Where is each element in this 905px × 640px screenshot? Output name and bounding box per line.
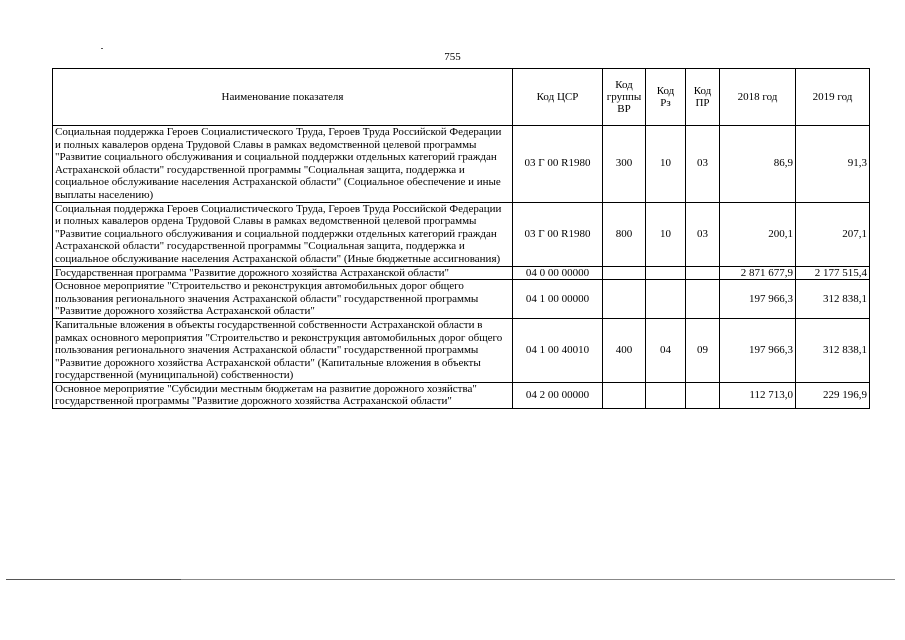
row-rz: 04 (646, 318, 686, 382)
row-rz: 10 (646, 202, 686, 266)
table-row (53, 202, 870, 266)
row-2018: 112 713,0 (720, 382, 796, 408)
row-rz: 10 (646, 126, 686, 203)
row-2019: 207,1 (796, 202, 870, 266)
table-row (53, 318, 870, 382)
row-vr: 300 (603, 126, 646, 203)
header-csr: Код ЦСР (513, 69, 603, 126)
row-vr (603, 382, 646, 408)
row-2019: 312 838,1 (796, 318, 870, 382)
row-name: Основное мероприятие "Субсидии местным бюджетам на развитие дорожного хозяйства" государственной программы "Развитие дорожного хозяйства Астраханской области" (53, 382, 513, 408)
row-vr (603, 280, 646, 319)
row-pr: 03 (686, 126, 720, 203)
table-row (53, 126, 870, 203)
row-2018: 200,1 (720, 202, 796, 266)
row-2018: 197 966,3 (720, 280, 796, 319)
row-2018: 197 966,3 (720, 318, 796, 382)
page-number: 755 (444, 51, 461, 63)
row-pr: 03 (686, 202, 720, 266)
page-edge-line-left (6, 579, 181, 580)
row-rz (646, 280, 686, 319)
row-csr: 03 Г 00 R1980 (513, 126, 603, 203)
row-2019: 2 177 515,4 (796, 266, 870, 280)
row-name: Социальная поддержка Героев Социалистического Труда, Героев Труда Российской Федерации и полных кавалеров ордена Трудовой Славы в рамках ведомственной целевой программы "Развитие социального обслуживания и социальной поддержки отдельных категорий граждан Астраханской области" государственной программы "Социальная защита, поддержка и социальное обслуживание населения Астраханской области" (Социальное обеспечение и иные выплаты населению) (53, 126, 513, 203)
row-name: Социальная поддержка Героев Социалистического Труда, Героев Труда Российской Федерации и полных кавалеров ордена Трудовой Славы в рамках ведомственной целевой программы "Развитие социального обслуживания и социальной поддержки отдельных категорий граждан Астраханской области" государственной программы "Социальная защита, поддержка и социальное обслуживание населения Астраханской области" (Иные бюджетные ассигнования) (53, 202, 513, 266)
header-2019: 2019 год (796, 69, 870, 126)
row-name: Капитальные вложения в объекты государственной собственности Астраханской области в рамках основного мероприятия "Строительство и реконструкция автомобильных дорог общего пользования регионального значения Астраханской области" государственной программы "Развитие дорожного хозяйства Астраханской области" (Капитальные вложения в объекты государственной (муниципальной) собственности) (53, 318, 513, 382)
row-csr: 04 1 00 40010 (513, 318, 603, 382)
row-vr: 800 (603, 202, 646, 266)
table-row (53, 266, 870, 280)
header-name: Наименование показателя (53, 69, 513, 126)
row-2018: 2 871 677,9 (720, 266, 796, 280)
row-csr: 04 1 00 00000 (513, 280, 603, 319)
row-vr (603, 266, 646, 280)
row-rz (646, 266, 686, 280)
row-2018: 86,9 (720, 126, 796, 203)
row-2019: 229 196,9 (796, 382, 870, 408)
row-2019: 91,3 (796, 126, 870, 203)
page-edge-line-right (181, 579, 895, 580)
table-row (53, 382, 870, 408)
budget-table (52, 68, 870, 409)
header-2018: 2018 год (720, 69, 796, 126)
row-pr (686, 382, 720, 408)
row-pr (686, 266, 720, 280)
row-csr: 04 0 00 00000 (513, 266, 603, 280)
header-pr: Код ПР (686, 69, 720, 126)
header-row (53, 69, 870, 126)
row-csr: 04 2 00 00000 (513, 382, 603, 408)
header-rz: Код Рз (646, 69, 686, 126)
row-name: Основное мероприятие "Строительство и реконструкция автомобильных дорог общего пользования регионального значения Астраханской области" государственной программы "Развитие дорожного хозяйства Астраханской области" (53, 280, 513, 319)
row-2019: 312 838,1 (796, 280, 870, 319)
scan-speck (101, 48, 103, 49)
row-vr: 400 (603, 318, 646, 382)
row-name: Государственная программа "Развитие дорожного хозяйства Астраханской области" (53, 266, 513, 280)
row-pr (686, 280, 720, 319)
row-pr: 09 (686, 318, 720, 382)
row-csr: 03 Г 00 R1980 (513, 202, 603, 266)
header-vr: Код группы ВР (603, 69, 646, 126)
row-rz (646, 382, 686, 408)
table-row (53, 280, 870, 319)
